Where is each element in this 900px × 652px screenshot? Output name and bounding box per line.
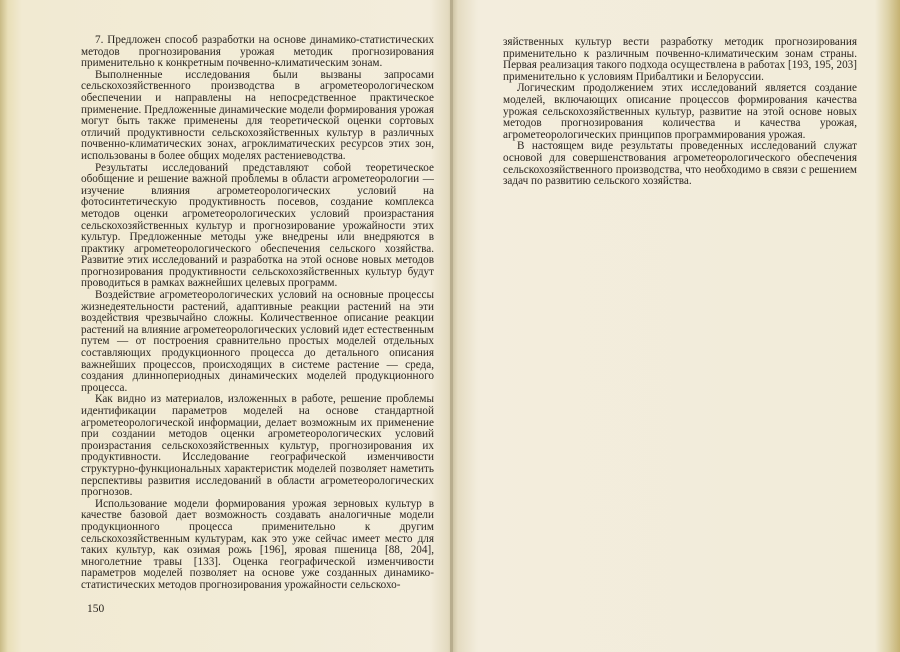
paragraph: В настоящем виде результаты проведенных исследований служат основой для совершенствования агрометеорологического обеспечения сельскохозяйственного производства, что необходимо в связи с решением задач по развитию сельского хозяйства. [503,140,857,188]
paragraph: Результаты исследований представляют собой теоретическое обобщение и решение важной проблемы в области агрометеорологии — изучение влияния агрометеорологических условий на фотосинтетическую продуктивность посевов, создание комплекса методов оценки агрометеорологических условий произрастания сельскохозяйственных культур и прогнозирование урожайности этих культур. Предложенные методы уже внедрены или внедряются в практику агрометеорологического обеспечения сельского хозяйства. Развитие этих исследований и разработка на этой основе новых методов прогнозирования продуктивности сельскохозяйственных культур будут проводиться в рамках важнейших целевых программ. [81,161,434,290]
paragraph: зяйственных культур вести разработку методик прогнозирования применительно к различным почвенно-климатическим зонам страны. Первая реализация такого подхода осуществлена в работах [193, 195, 203] применительно к условиям Прибалтики и Белоруссии. [503,36,857,83]
paragraph: Логическим продолжением этих исследований является создание моделей, включающих описание процессов формирования качества урожая сельскохозяйственных культур, развитие на этой основе новых методов прогнозирования количества и качества урожая, агрометеорологических принципов программирования урожая. [503,82,857,141]
paragraph: Воздействие агрометеорологических условий на основные процессы жизнедеятельности растений, адаптивные реакции растений на эти воздействия чрезвычайно сложны. Количественное описание реакции растений на влияние агрометеорологических условий идет естественным путем — от построения сравнительно простых моделей отдельных составляющих продукционного процесса до детального описания важнейших процессов, происходящих в системе растение — среда, создания длиннопериодных динамических моделей продукционного процесса. [81,289,434,394]
paragraph: Как видно из материалов, изложенных в работе, решение проблемы идентификации параметров моделей на основе стандартной агрометеорологической информации, делает возможным их применение при создании методов оценки агрометеорологических условий произрастания сельскохозяйственных культур, прогнозирования их продуктивности. Исследование географической изменчивости структурно-функциональных характеристик моделей позволяет наметить перспективы развития исследований в области агрометеорологических прогнозов. [81,393,434,499]
paragraph: Использование модели формирования урожая зерновых культур в качестве базовой дает возможность создавать аналогичные модели продукционного процесса применительно к другим сельскохозяйственным культурам, как это уже сейчас имеет место для таких культур, как озимая рожь [196], яровая пшеница [88, 204], многолетние травы [133]. Оценка географической изменчивости параметров моделей позволяет на основе уже созданных динамико-статистических методов прогнозирования урожайности сельскохо- [81,497,434,591]
right-page-text [503,37,857,188]
page-number: 150 [87,603,105,615]
left-page-text [81,35,434,592]
paragraph: 7. Предложен способ разработки на основе динамико-статистических методов прогнозирования урожая методик прогнозирования применительно к конкретным почвенно-климатическим зонам. [81,34,434,70]
paragraph: Выполненные исследования были вызваны запросами сельскохозяйственного производства в агрометеорологическом обеспечении и направлены на непосредственное практическое применение. Предложенные динамические модели формирования урожая могут быть также применены для теоретической оценки сортовых отличий продуктивности сельскохозяйственных культур в различных почвенно-климатических зонах, агроклиматических ресурсов этих зон, использованы в более общих моделях растениеводства. [81,68,434,162]
right-page [453,0,900,652]
